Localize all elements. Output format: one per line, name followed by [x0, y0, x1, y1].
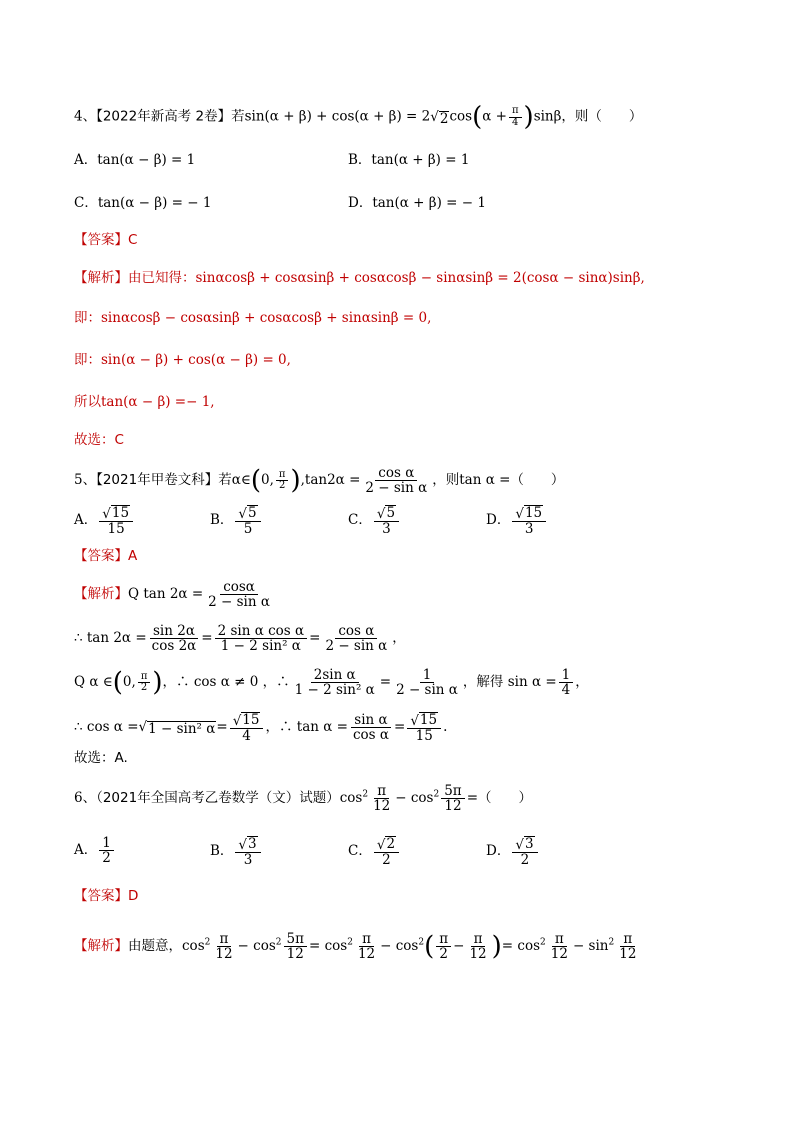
q4-sqrt: √ 2 [430, 108, 449, 127]
q4-number: 4、 [74, 108, 97, 125]
q5-option-b[interactable]: B． √ 5 5 [210, 505, 263, 536]
q4-analysis-5: 故选：C [74, 432, 124, 448]
q4-source: 【2022年新高考 2卷】 [96, 108, 232, 125]
q6-stem: 6、（2021年全国高考乙卷数学（文）试题）$\cos^2$ $\frac{\pi}{12}$ − $\cos^2$ $\frac{5\pi}{12}$ =（ ） [74, 783, 532, 815]
q6-source: （2021年全国高考乙卷数学（文）试题） [96, 790, 340, 807]
q5-option-d[interactable]: D． √ 15 3 [486, 505, 548, 536]
q6-option-c[interactable]: C． √ 2 2 [348, 836, 401, 867]
q5-stem: 5、【2021年甲卷文科】若α∈(0, $\frac{\pi}{2}$ ),tan2α = $\frac{\text{cos α}}{\text{2 − sin α}}$ ，则tan α =（ ） [74, 465, 565, 497]
q4-analysis-2: 即：sinαcosβ − cosαsinβ + cosαcosβ + sinαsinβ = 0, [74, 310, 432, 326]
q4-analysis-3: 即：sin(α − β) + cos(α − β) = 0, [74, 352, 291, 368]
q4-stem: 4、【2022年新高考 2卷】若sin(α + β) + cos(α + β) = 2√ 2 cos(α + $\frac{\pi}{4}$ )sinβ，则（ ） [74, 102, 643, 132]
q5-option-c[interactable]: C． √ 5 3 [348, 505, 401, 536]
q4-option-d[interactable]: D．tan(α + β) = − 1 [348, 195, 486, 211]
q4-option-c[interactable]: C．tan(α − β) = − 1 [74, 195, 212, 211]
q6-option-d[interactable]: D． √ 3 2 [486, 836, 540, 867]
q4-option-a[interactable]: A．tan(α − β) = 1 [74, 152, 196, 168]
q6-option-b[interactable]: B． √ 3 3 [210, 836, 263, 867]
q5-answer: 【答案】A [74, 548, 138, 564]
q5-analysis-3: Q α ∈(0, $\frac{\pi}{2}$ )，∴ cos α ≠ 0 ，∴ $\frac{\text{2sin α}}{\text{1 − 2 sin² α}}$ = $\frac{1}{\text{2 − sin α}}$ ，解得 sin α = $\frac{1}{4}$ ， [74, 667, 589, 699]
q6-analysis: 【解析】由题意，$\cos^2$ $\frac{\pi}{12}$ − $\cos^2$ $\frac{5\pi}{12}$ = $\cos^2$ $\frac{\pi}{12}$ − $\cos^2$( $\frac{\pi}{2}$ − $\frac{\pi}{12}$ )= $\cos^2$ $\frac{\pi}{12}$ − $\sin^2$ $\frac{\pi}{12}$ [74, 931, 637, 963]
q6-answer: 【答案】D [74, 888, 139, 904]
q4-answer: 【答案】C [74, 232, 138, 248]
q5-option-a[interactable]: A． √ 15 15 [74, 505, 135, 536]
q5-analysis-1: 【解析】Q tan 2α = $\frac{\cos\alpha}{\text{2 − sin α}}$ [74, 579, 270, 611]
q5-stem-fraction: $\frac{\text{cos α}}{\text{2 − sin α}}$ [365, 465, 428, 497]
q4-pi-over-4: $\frac{\pi}{4}$ [509, 106, 522, 128]
q4-stem-prefix: 若sin(α + β) + cos(α + β) = 2 [231, 108, 431, 125]
q5-analysis-4: ∴ cos α =√ 1 − sin² α = √ 15 4 ，∴ tan α = $\frac{\text{sin α}}{\text{cos α}}$ = √ 15 15 . [74, 711, 448, 744]
q4-analysis-4: 所以tan(α − β) =− 1, [74, 394, 215, 410]
q5-analysis-2: ∴ tan 2α = $\frac{\sin 2\alpha}{\cos 2\alpha}$ = $\frac{\text{2 sin α cos α}}{\text{1 − 2 sin² α}}$ = $\frac{\text{cos α}}{\text{2 − sin α}}$ ， [74, 623, 406, 655]
q5-pi-over-2: $\frac{\pi}{2}$ [276, 470, 289, 492]
q5-source: 【2021年甲卷文科】 [96, 472, 219, 489]
q4-option-b[interactable]: B．tan(α + β) = 1 [348, 152, 470, 168]
q6-option-a[interactable]: A． $\frac{1}{2}$ [74, 836, 116, 865]
q5-conclusion: 故选：A. [74, 750, 128, 766]
q4-analysis-1: 【解析】由已知得：sinαcosβ + cosαsinβ + cosαcosβ − sinαsinβ = 2(cosα − sinα)sinβ, [74, 270, 645, 286]
